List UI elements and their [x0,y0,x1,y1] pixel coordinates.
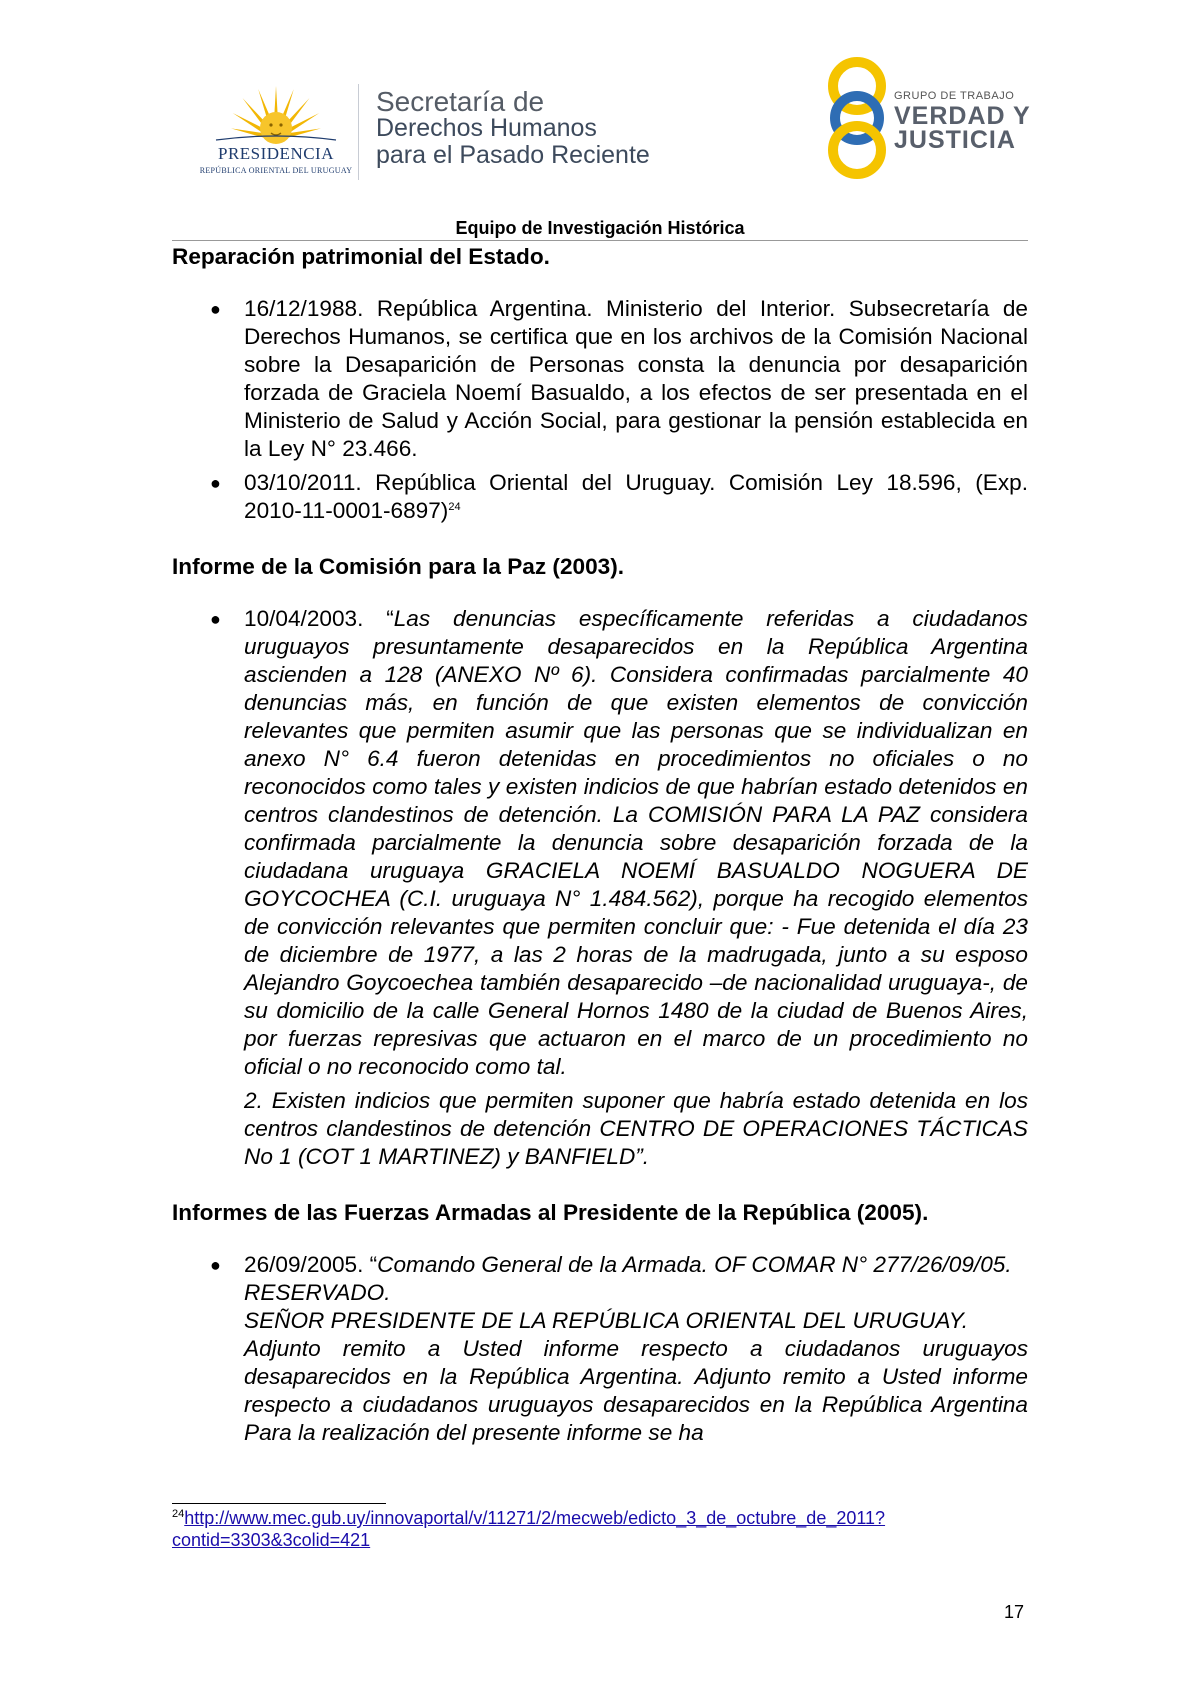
item-line: SEÑOR PRESIDENTE DE LA REPÚBLICA ORIENTAL DEL URUGUAY. [244,1308,969,1333]
item-quote: Las denuncias específicamente referidas a ciudadanos uruguayos presuntamente desaparecidos en la República Argentina ascienden a 128 (ANEXO Nº 6). Considera confirmadas parcialmente 40 denuncias más, en función de que existen elementos de convicción relevantes que permiten asumir que las personas que se individualizan en anexo N° 6.4 fueron detenidas en procedimientos no oficiales o no reconocidos como tales y existen indicios de que habrían estado detenidos en centros clandestinos de detención. La COMISIÓN PARA LA PAZ considera confirmada parcialmente la denuncia sobre desaparición forzada de la ciudadana uruguaya GRACIELA NOEMÍ BASUALDO NOGUERA DE GOYCOCHEA (C.I. uruguaya N° 1.484.562), porque ha recogido elementos de convicción relevantes que permiten concluir que: - Fue detenida el día 23 de diciembre de 1977, a las 2 horas de la madrugada, junto a su esposo Alejandro Goycoechea también desaparecido –de nacionalidad uruguaya-, de su domicilio de la calle General Hornos 1480 de la ciudad de Buenos Aires, por fuerzas represivas que actuaron en el marco de un procedimiento no oficial o no reconocido como tal. [244,606,1028,1079]
presidencia-subtitle: REPÚBLICA ORIENTAL DEL URUGUAY [199,166,353,175]
secretaria-line-3: para el Pasado Reciente [376,141,650,169]
list-item [172,1251,1028,1447]
list-item [172,295,1028,463]
vj-line-1: GRUPO DE TRABAJO [894,90,1015,102]
bullet-icon: ● [210,1255,221,1275]
item-line: RESERVADO. [244,1280,391,1305]
section-heading: Informe de la Comisión para la Paz (2003). [172,554,625,579]
document-body [172,243,1028,1475]
verdad-justicia-logo [822,56,1032,180]
presidencia-logo [196,80,356,180]
secretaria-line-1: Secretaría de [376,86,545,117]
footnote-link[interactable] [172,1508,885,1550]
vj-line-3: JUSTICIA [894,126,1016,154]
item-date: 26/09/2005. “ [244,1252,378,1277]
item-date: 10/04/2003. “ [244,606,394,631]
quote-paragraph: 2. Existen indicios que permiten suponer que habría estado detenida en los centros clandestinos de detención CENTRO DE OPERACIONES TÁCTICAS No 1 (COT 1 MARTINEZ) y BANFIELD”. [244,1088,1028,1169]
item-text: 16/12/1988. República Argentina. Ministerio del Interior. Subsecretaría de Derechos Humanos, se certifica que en los archivos de la Comisión Nacional sobre la Desaparición de Personas consta la denuncia por desaparición forzada de Graciela Noemí Basualdo, a los efectos de ser presentada en el Ministerio de Salud y Acción Social, para gestionar la pensión establecida en la Ley N° 23.466. [244,296,1028,461]
item-line: Comando General de la Armada. OF COMAR N° 277/26/09/05. [377,1252,1012,1277]
bullet-list [172,1251,1028,1447]
list-item [172,605,1028,1081]
bullet-list [172,605,1028,1081]
footnote-number: 24 [172,1508,185,1520]
list-item [172,469,1028,525]
footnote-ref[interactable]: 24 [448,501,461,513]
footnote-url-line-2[interactable]: contid=3303&3colid=421 [172,1530,371,1550]
item-line: Adjunto remito a Usted informe respecto a ciudadanos uruguayos desaparecidos en la República Argentina. Adjunto remito a Usted informe respecto a ciudadanos uruguayos desaparecidos en la República Argentina Para la realización del presente informe se ha [244,1336,1028,1445]
presidencia-wordmark: PRESIDENCIA [217,144,334,163]
footnote-separator [172,1503,386,1504]
secretaria-logo [376,88,650,169]
logo-divider [358,84,359,180]
footnote-url-line-1[interactable]: http://www.mec.gub.uy/innovaportal/v/11271/2/mecweb/edicto_3_de_octubre_de_2011? [184,1508,886,1528]
secretaria-line-2: Derechos Humanos [376,114,597,142]
bullet-icon: ● [210,299,221,319]
vj-line-2: VERDAD Y [894,102,1031,130]
sun-icon [196,80,356,144]
rings-icon [822,56,892,180]
page-number: 17 [1004,1602,1025,1622]
running-header: Equipo de Investigación Histórica [172,218,1028,241]
section-heading: Informes de las Fuerzas Armadas al Presidente de la República (2005). [172,1200,929,1225]
bullet-list [172,295,1028,525]
bullet-icon: ● [210,609,221,629]
bullet-icon: ● [210,473,221,493]
item-text: 03/10/2011. República Oriental del Uruguay. Comisión Ley 18.596, (Exp. 2010-11-0001-6897) [244,470,1028,523]
section-heading: Reparación patrimonial del Estado. [172,244,550,269]
footnote [172,1507,1028,1551]
